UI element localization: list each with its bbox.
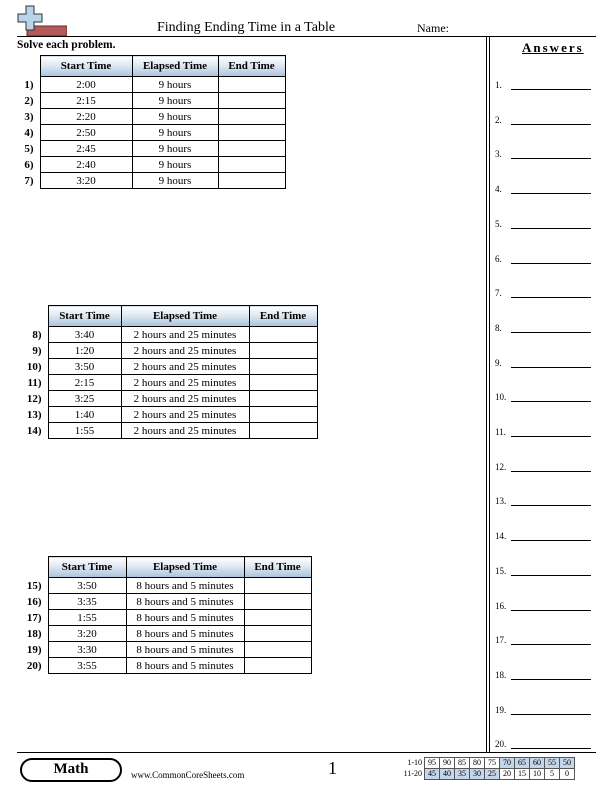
table-row [17,626,311,642]
table-row [17,658,311,674]
problem-number: 6) [24,158,34,171]
score-cell: 5 [545,769,560,780]
problem-number: 1) [24,78,34,91]
problem-table-2 [17,305,318,439]
problem-number: 20) [26,659,42,672]
table-row [17,343,317,359]
score-cell: 95 [425,758,440,769]
answer-row [495,705,595,719]
start-time-cell: 3:30 [48,642,126,658]
score-cell: 70 [500,758,515,769]
score-cell: 90 [440,758,455,769]
end-time-header: End Time [244,557,311,578]
answer-row [495,601,595,615]
elapsed-time-cell: 2 hours and 25 minutes [121,343,249,359]
start-time-cell: 3:20 [40,173,132,189]
start-time-header: Start Time [40,56,132,77]
end-time-cell[interactable] [244,610,311,626]
table-row [17,594,311,610]
end-time-header: End Time [218,56,285,77]
answer-label: 18. [495,669,507,680]
score-cell: 45 [425,769,440,780]
problem-table-3 [17,556,312,674]
header-rule [17,36,596,37]
score-cell: 75 [485,758,500,769]
table-row [17,173,285,189]
answer-label: 7. [495,288,502,299]
start-time-cell: 3:50 [48,578,126,594]
answer-row [495,323,595,337]
elapsed-time-header: Elapsed Time [121,306,249,327]
start-time-cell: 3:40 [48,327,121,343]
answer-label: 10. [495,392,507,403]
answer-line[interactable] [511,610,591,611]
answer-line[interactable] [511,367,591,368]
answer-row [495,566,595,580]
answer-line[interactable] [511,575,591,576]
end-time-cell[interactable] [249,423,317,439]
elapsed-time-cell: 8 hours and 5 minutes [126,610,244,626]
end-time-cell[interactable] [249,359,317,375]
answer-line[interactable] [511,401,591,402]
answer-line[interactable] [511,679,591,680]
problem-number: 5) [24,142,34,155]
elapsed-time-cell: 9 hours [132,173,218,189]
answer-label: 16. [495,600,507,611]
answer-label: 5. [495,218,502,229]
score-row [394,758,575,769]
column-divider [486,36,487,752]
table-body [17,327,317,439]
start-time-cell: 3:50 [48,359,121,375]
table-row [17,391,317,407]
answer-line[interactable] [511,193,591,194]
subject-badge: Math [20,758,122,782]
answer-label: 13. [495,496,507,507]
problem-number: 14) [26,424,42,437]
problem-number: 4) [24,126,34,139]
answer-row [495,496,595,510]
elapsed-time-cell: 8 hours and 5 minutes [126,642,244,658]
end-time-cell[interactable] [249,327,317,343]
problem-number: 10) [26,360,42,373]
start-time-cell: 2:00 [40,77,132,93]
answer-row [495,184,595,198]
problem-number: 2) [24,94,34,107]
problem-number: 15) [26,579,42,592]
answer-label: 20. [495,739,507,750]
score-row [394,769,575,780]
answer-row [495,80,595,94]
elapsed-time-cell: 2 hours and 25 minutes [121,359,249,375]
score-range-label: 11-20 [403,769,422,778]
answer-line[interactable] [511,297,591,298]
table-row [17,407,317,423]
answer-line[interactable] [511,471,591,472]
end-time-cell[interactable] [218,141,285,157]
answer-row [495,670,595,684]
answer-row [495,219,595,233]
problem-number: 8) [32,328,42,341]
end-time-cell[interactable] [244,594,311,610]
score-cell: 80 [470,758,485,769]
answer-label: 12. [495,461,507,472]
elapsed-time-cell: 2 hours and 25 minutes [121,391,249,407]
problem-number: 11) [27,376,42,389]
elapsed-time-header: Elapsed Time [132,56,218,77]
end-time-cell[interactable] [249,343,317,359]
table-row [17,327,317,343]
elapsed-time-cell: 8 hours and 5 minutes [126,594,244,610]
end-time-header: End Time [249,306,317,327]
problem-number: 12) [26,392,42,405]
start-time-cell: 1:20 [48,343,121,359]
start-time-cell: 1:55 [48,423,121,439]
end-time-cell[interactable] [244,578,311,594]
score-cell: 60 [530,758,545,769]
elapsed-time-cell: 2 hours and 25 minutes [121,423,249,439]
start-time-cell: 2:20 [40,109,132,125]
end-time-cell[interactable] [218,125,285,141]
answer-line[interactable] [511,436,591,437]
answer-label: 14. [495,531,507,542]
elapsed-time-cell: 9 hours [132,93,218,109]
answer-line[interactable] [511,540,591,541]
elapsed-time-header: Elapsed Time [126,557,244,578]
answer-row [495,358,595,372]
answer-row [495,392,595,406]
start-time-cell: 3:25 [48,391,121,407]
start-time-cell: 1:40 [48,407,121,423]
elapsed-time-cell: 9 hours [132,125,218,141]
start-time-cell: 2:45 [40,141,132,157]
end-time-cell[interactable] [218,157,285,173]
answer-row [495,288,595,302]
elapsed-time-cell: 2 hours and 25 minutes [121,375,249,391]
answer-line[interactable] [511,748,591,749]
end-time-cell[interactable] [244,658,311,674]
start-time-cell: 3:35 [48,594,126,610]
table-row [17,109,285,125]
math-plus-logo-icon [17,4,67,38]
answer-line[interactable] [511,158,591,159]
answer-line[interactable] [511,644,591,645]
answer-label: 3. [495,149,502,160]
instructions: Solve each problem. [17,39,116,51]
answer-label: 17. [495,635,507,646]
elapsed-time-cell: 9 hours [132,77,218,93]
score-cell: 50 [560,758,575,769]
problem-number: 19) [26,643,42,656]
answer-line[interactable] [511,228,591,229]
answer-line[interactable] [511,505,591,506]
score-cell: 20 [500,769,515,780]
start-time-header: Start Time [48,557,126,578]
start-time-cell: 3:55 [48,658,126,674]
table-row [17,610,311,626]
table-row [17,93,285,109]
start-time-cell: 1:55 [48,610,126,626]
score-cell: 15 [515,769,530,780]
answer-label: 6. [495,253,502,264]
website-text: www.CommonCoreSheets.com [131,770,245,780]
score-cell: 0 [560,769,575,780]
elapsed-time-cell: 2 hours and 25 minutes [121,327,249,343]
elapsed-time-cell: 2 hours and 25 minutes [121,407,249,423]
answers-title: Answers [522,40,584,55]
score-cell: 55 [545,758,560,769]
problem-number: 18) [26,627,42,640]
score-range-label: 1-10 [407,758,422,767]
page-number: 1 [328,758,337,778]
table-row [17,77,285,93]
problem-table-1 [17,55,286,189]
answer-label: 8. [495,322,502,333]
answer-row [495,254,595,268]
answer-row [495,115,595,129]
elapsed-time-cell: 8 hours and 5 minutes [126,658,244,674]
answer-line[interactable] [511,714,591,715]
answer-label: 9. [495,357,502,368]
problem-number: 13) [26,408,42,421]
table-row [17,375,317,391]
table-body [17,578,311,674]
answer-label: 11. [495,427,506,437]
problem-number: 9) [32,344,42,357]
problem-number: 3) [24,110,34,123]
start-time-header: Start Time [48,306,121,327]
answer-label: 4. [495,184,502,195]
answer-row [495,462,595,476]
problem-number: 17) [26,611,42,624]
column-divider [489,36,490,752]
end-time-cell[interactable] [249,391,317,407]
end-time-cell[interactable] [218,109,285,125]
end-time-cell[interactable] [218,93,285,109]
end-time-cell[interactable] [218,77,285,93]
answer-label: 15. [495,565,507,576]
score-cell: 30 [470,769,485,780]
answer-label: 2. [495,114,502,125]
score-cell: 40 [440,769,455,780]
score-cell: 35 [455,769,470,780]
table-row [17,125,285,141]
table-row [17,359,317,375]
end-time-cell[interactable] [249,375,317,391]
answer-line[interactable] [511,124,591,125]
elapsed-time-cell: 8 hours and 5 minutes [126,626,244,642]
score-cell: 65 [515,758,530,769]
score-table [394,757,575,780]
start-time-cell: 2:15 [48,375,121,391]
table-row [17,423,317,439]
page-title: Finding Ending Time in a Table [157,20,336,35]
elapsed-time-cell: 8 hours and 5 minutes [126,578,244,594]
score-cell: 10 [530,769,545,780]
problem-number: 7) [24,174,34,187]
score-cell: 85 [455,758,470,769]
problem-number: 16) [26,595,42,608]
start-time-cell: 2:50 [40,125,132,141]
end-time-cell[interactable] [244,626,311,642]
table-row [17,141,285,157]
name-label: Name: [417,21,449,35]
answer-line[interactable] [511,263,591,264]
table-row [17,642,311,658]
elapsed-time-cell: 9 hours [132,157,218,173]
end-time-cell[interactable] [249,407,317,423]
table-body [17,77,285,189]
answer-label: 1. [495,80,502,90]
answer-row [495,531,595,545]
answer-line[interactable] [511,332,591,333]
table-row [17,578,311,594]
answer-label: 19. [495,704,507,715]
end-time-cell[interactable] [218,173,285,189]
answer-row [495,149,595,163]
elapsed-time-cell: 9 hours [132,141,218,157]
start-time-cell: 2:40 [40,157,132,173]
answer-row [495,635,595,649]
answer-row [495,427,595,441]
score-cell: 25 [485,769,500,780]
start-time-cell: 3:20 [48,626,126,642]
elapsed-time-cell: 9 hours [132,109,218,125]
start-time-cell: 2:15 [40,93,132,109]
end-time-cell[interactable] [244,642,311,658]
footer-rule [17,752,596,753]
answer-line[interactable] [511,89,591,90]
table-row [17,157,285,173]
